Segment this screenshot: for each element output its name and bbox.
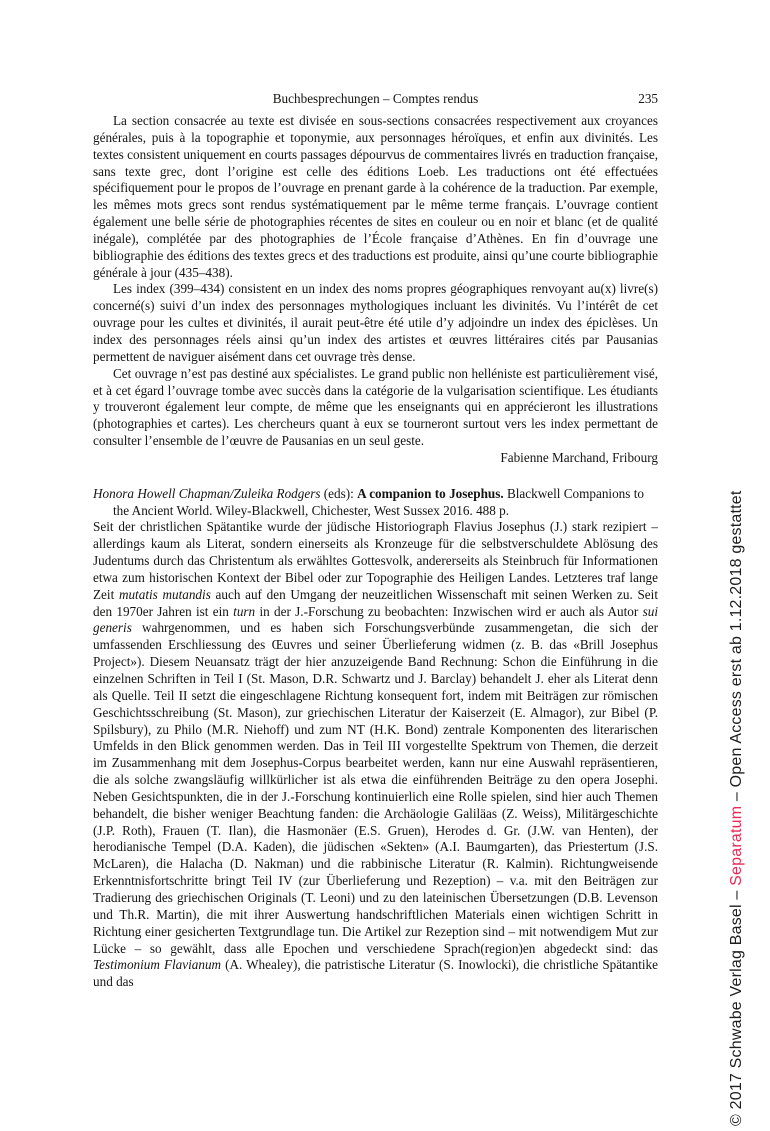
running-header xyxy=(93,90,658,107)
pausanias-review xyxy=(93,113,658,467)
copyright-sidebar: © 2017 Schwabe Verlag Basel – Separatum – Open Access erst ab 1.12.2018 gestattet xyxy=(728,490,745,1126)
review-paragraph-2: Les index (399–434) consistent en un index des noms propres géographiques renvoyant au(x) livre(s) concerné(s) suivi d’un index des personnages mythologiques incluant les divinités. Vu l’intérêt de cet ouvrage pour les cultes et divinités, il aurait peut-être été utile d’y adjoindre un index des épiclèses. Un index des personnages réels ainsi qu’un index des artistes et œuvres littéraires cités par Pausanias permettent de naviguer aisément dans cet ouvrage très dense. xyxy=(93,281,658,364)
josephus-review xyxy=(93,486,658,991)
book-citation: Honora Howell Chapman/Zuleika Rodgers (eds): A companion to Josephus. Blackwell Companions to the Ancient World. Wiley-Blackwell, Chichester, West Sussex 2016. 488 p. xyxy=(93,485,644,518)
review-body: Seit der christlichen Spätantike wurde der jüdische Historiograph Flavius Josephus (J.) stark rezipiert – allerdings kaum als Literat, sondern einerseits als Kronzeuge für die selbstverschuldete Ablösung des Judentums durch das Christentum als erwähltes Gottesvolk, andererseits als Steinbruch für Informationen etwa zum historischen Kontext der Bibel oder zur Topographie des Heiligen Landes. Letzteres traf lange Zeit mutatis mutandis auch auf den Umgang der neuzeitlichen Wissenschaft mit seinen Werken zu. Seit den 1970er Jahren ist ein turn in der J.-Forschung zu beobachten: Inzwischen wird er auch als Autor sui generis wahrgenommen, und es haben sich Forschungsverbünde zusammengetan, die sich der umfassenden Erschliessung des Œuvres und seiner Überlieferung widmen (z. B. das «Brill Josephus Project»). Diesem Neuansatz trägt der hier anzuzeigende Band Rechnung: Schon die Einführung in die einzelnen Schriften in Teil I (St. Mason, D.R. Schwartz und J. Barclay) behandelt J. eher als Literat denn als Quelle. Teil II setzt die eingeschlagene Richtung konsequent fort, indem mit Beiträgen zur römischen Geschichtsschreibung (St. Mason), zur griechischen Literatur der Kaiserzeit (E. Almagor), zur Bibel (P. Spilsbury), zu Philo (M.R. Niehoff) und zum NT (H.K. Bond) zentrale Komponenten des literarischen Umfelds in den Blick genommen werden. Das in Teil III vorgestellte Spektrum von Themen, die derzeit im Zusammenhang mit dem Josephus-Corpus bearbeitet werden, kann nur eine Auswahl repräsentieren, die als solche zwangsläufig willkürlicher ist als etwa die einführenden Beiträge zu den opera Josephi. Neben Gesichtspunkten, die in der J.-Forschung kontinuierlich eine Rolle spielen, sind hier auch Themen behandelt, die bisher weniger Beachtung fanden: die Archäologie Galiläas (Z. Weiss), Militärgeschichte (J.P. Roth), Frauen (T. Ilan), die Hasmonäer (E.S. Gruen), Herodes d. Gr. (J.W. van Henten), der herodianische Tempel (D.A. Kaden), die jüdischen «Sekten» (A.I. Baumgarten), das Priestertum (J.S. McLaren), die Halacha (D. Nakman) und die rabbinische Literatur (R. Kalmin). Richtungweisende Erkenntnisfortschritte bringt Teil IV (zur Überlieferung und Rezeption) – v.a. mit den Beiträgen zur Tradierung des griechischen Originals (T. Leoni) und zu den lateinischen Übersetzungen (D.B. Levenson und Th.R. Martin), die mit ihrer Auswertung handschriftlichen Materials einen wichtigen Schritt in Richtung einer gesicherten Textgrundlage tun. Die Artikel zur Rezeption sind – mit notwendigem Mut zur Lücke – so gewählt, dass alle Epochen und verschiedene Sprach(region)en abgedeckt sind: das Testimonium Flavianum (A. Whealey), die patristische Literatur (S. Inowlocki), die christliche Spätantike und das xyxy=(93,519,658,990)
review-paragraph-1: La section consacrée au texte est divisée en sous-sections consacrées respectivement aux croyances générales, puis à la topographie et toponymie, aux personnages héroïques, et enfin aux divinités. Les textes consistent uniquement en courts passages dépourvus de commentaires livrés en traduction française, sans texte grec, dont l’origine est celle des éditions Loeb. Les traductions ont été effectuées spécifiquement pour le propos de l’ouvrage en prenant garde à la cohérence de la traduction. Par exemple, les mêmes mots grecs sont rendus systématiquement par le même terme français. L’ouvrage contient également une belle série de photographies récentes de sites en couleur ou en noir et blanc (et de qualité inégale), complétée par des photographies de l’École française d’Athènes. En fin d’ouvrage une bibliographie des éditions des textes grecs et des traductions est produite, ainsi qu’une courte bibliographie générale à jour (435–438). xyxy=(93,113,658,280)
review-paragraph-3: Cet ouvrage n’est pas destiné aux spécialistes. Le grand public non helléniste est particulièrement visé, et à cet égard l’ouvrage tombe avec succès dans la catégorie de la vulgarisation scientifique. Les étudiants y trouveront également leur compte, de même que les enseignants qui en apprécieront les illustrations (photographies et cartes). Les chercheurs quant à eux se tourneront surtout vers les index permettant de consulter l’ensemble de l’œuvre de Pausanias en un seul geste. xyxy=(93,365,658,449)
page-number: 235 xyxy=(638,91,658,106)
running-header-title: Buchbesprechungen – Comptes rendus xyxy=(272,91,479,106)
reviewer-signature: Fabienne Marchand, Fribourg xyxy=(500,449,658,465)
text-column xyxy=(93,90,658,991)
